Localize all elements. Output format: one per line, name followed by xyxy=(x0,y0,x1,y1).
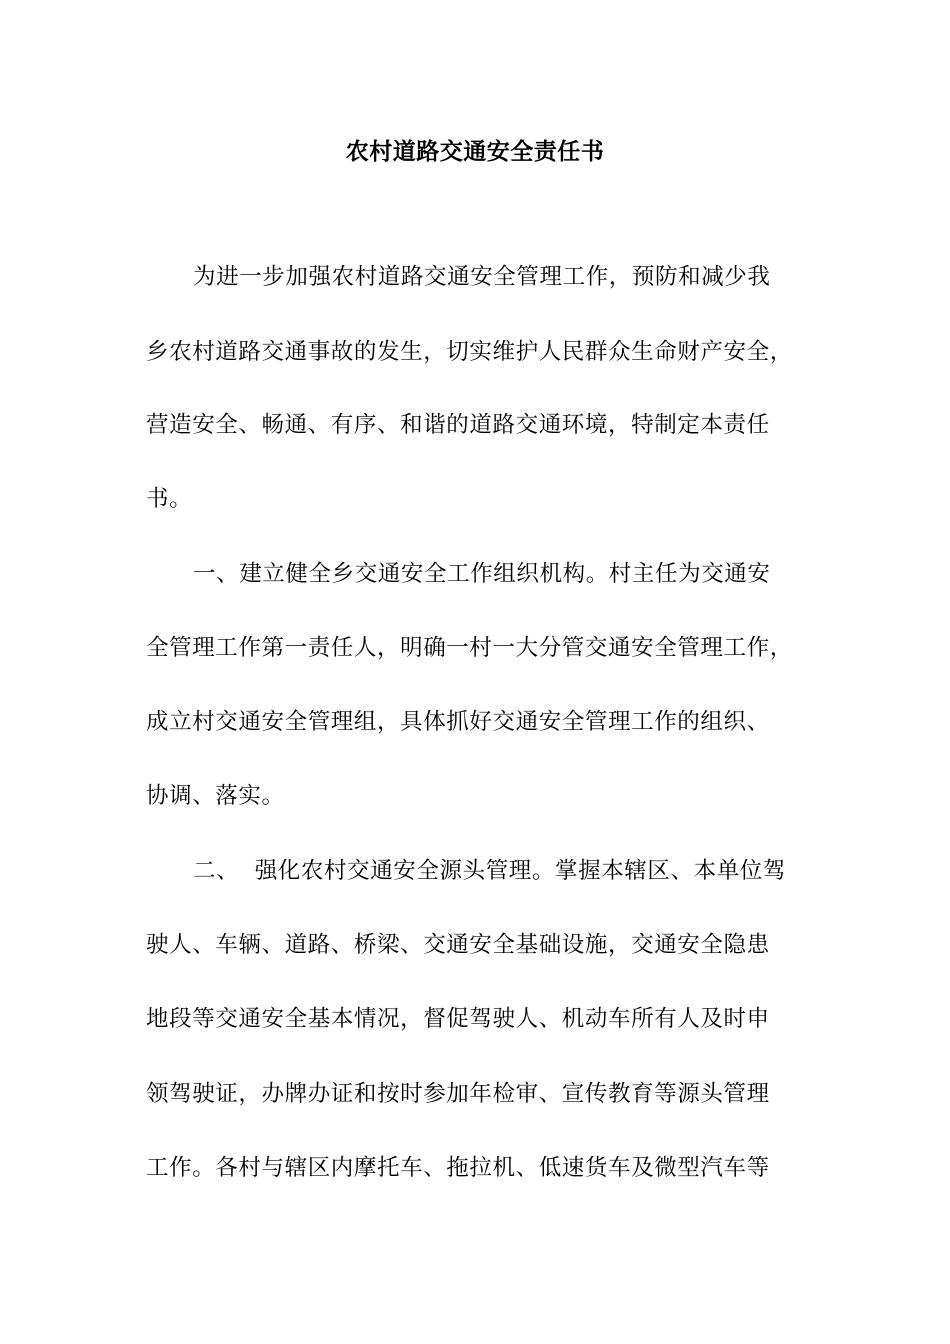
paragraph-1-line-3: 营造安全、畅通、有序、和谐的道路交通环境，特制定本责任 xyxy=(146,412,770,438)
paragraph-2-line-2: 全管理工作第一责任人，明确一村一大分管交通安全管理工作， xyxy=(146,635,793,661)
paragraph-2-line-1: 一、建立健全乡交通安全工作组织机构。村主任为交通安 xyxy=(193,561,771,587)
paragraph-3-line-3: 地段等交通安全基本情况，督促驾驶人、机动车所有人及时申 xyxy=(146,1006,770,1032)
paragraph-3-line-1: 二、 强化农村交通安全源头管理。掌握本辖区、本单位驾 xyxy=(193,858,787,884)
document-title: 农村道路交通安全责任书 xyxy=(345,138,605,165)
paragraph-3-line-2: 驶人、车辆、道路、桥梁、交通安全基础设施，交通安全隐患 xyxy=(146,932,770,958)
paragraph-1-line-4: 书。 xyxy=(146,486,193,512)
paragraph-1-line-1: 为进一步加强农村道路交通安全管理工作，预防和减少我 xyxy=(193,264,771,290)
paragraph-2-line-3: 成立村交通安全管理组，具体抓好交通安全管理工作的组织、 xyxy=(146,709,770,735)
paragraph-2-line-4: 协调、落实。 xyxy=(146,783,285,809)
paragraph-3-line-4: 领驾驶证，办牌办证和按时参加年检审、宣传教育等源头管理 xyxy=(146,1081,770,1107)
paragraph-1-line-2: 乡农村道路交通事故的发生，切实维护人民群众生命财产安全， xyxy=(146,339,793,365)
paragraph-3-line-5: 工作。各村与辖区内摩托车、拖拉机、低速货车及微型汽车等 xyxy=(146,1155,770,1181)
